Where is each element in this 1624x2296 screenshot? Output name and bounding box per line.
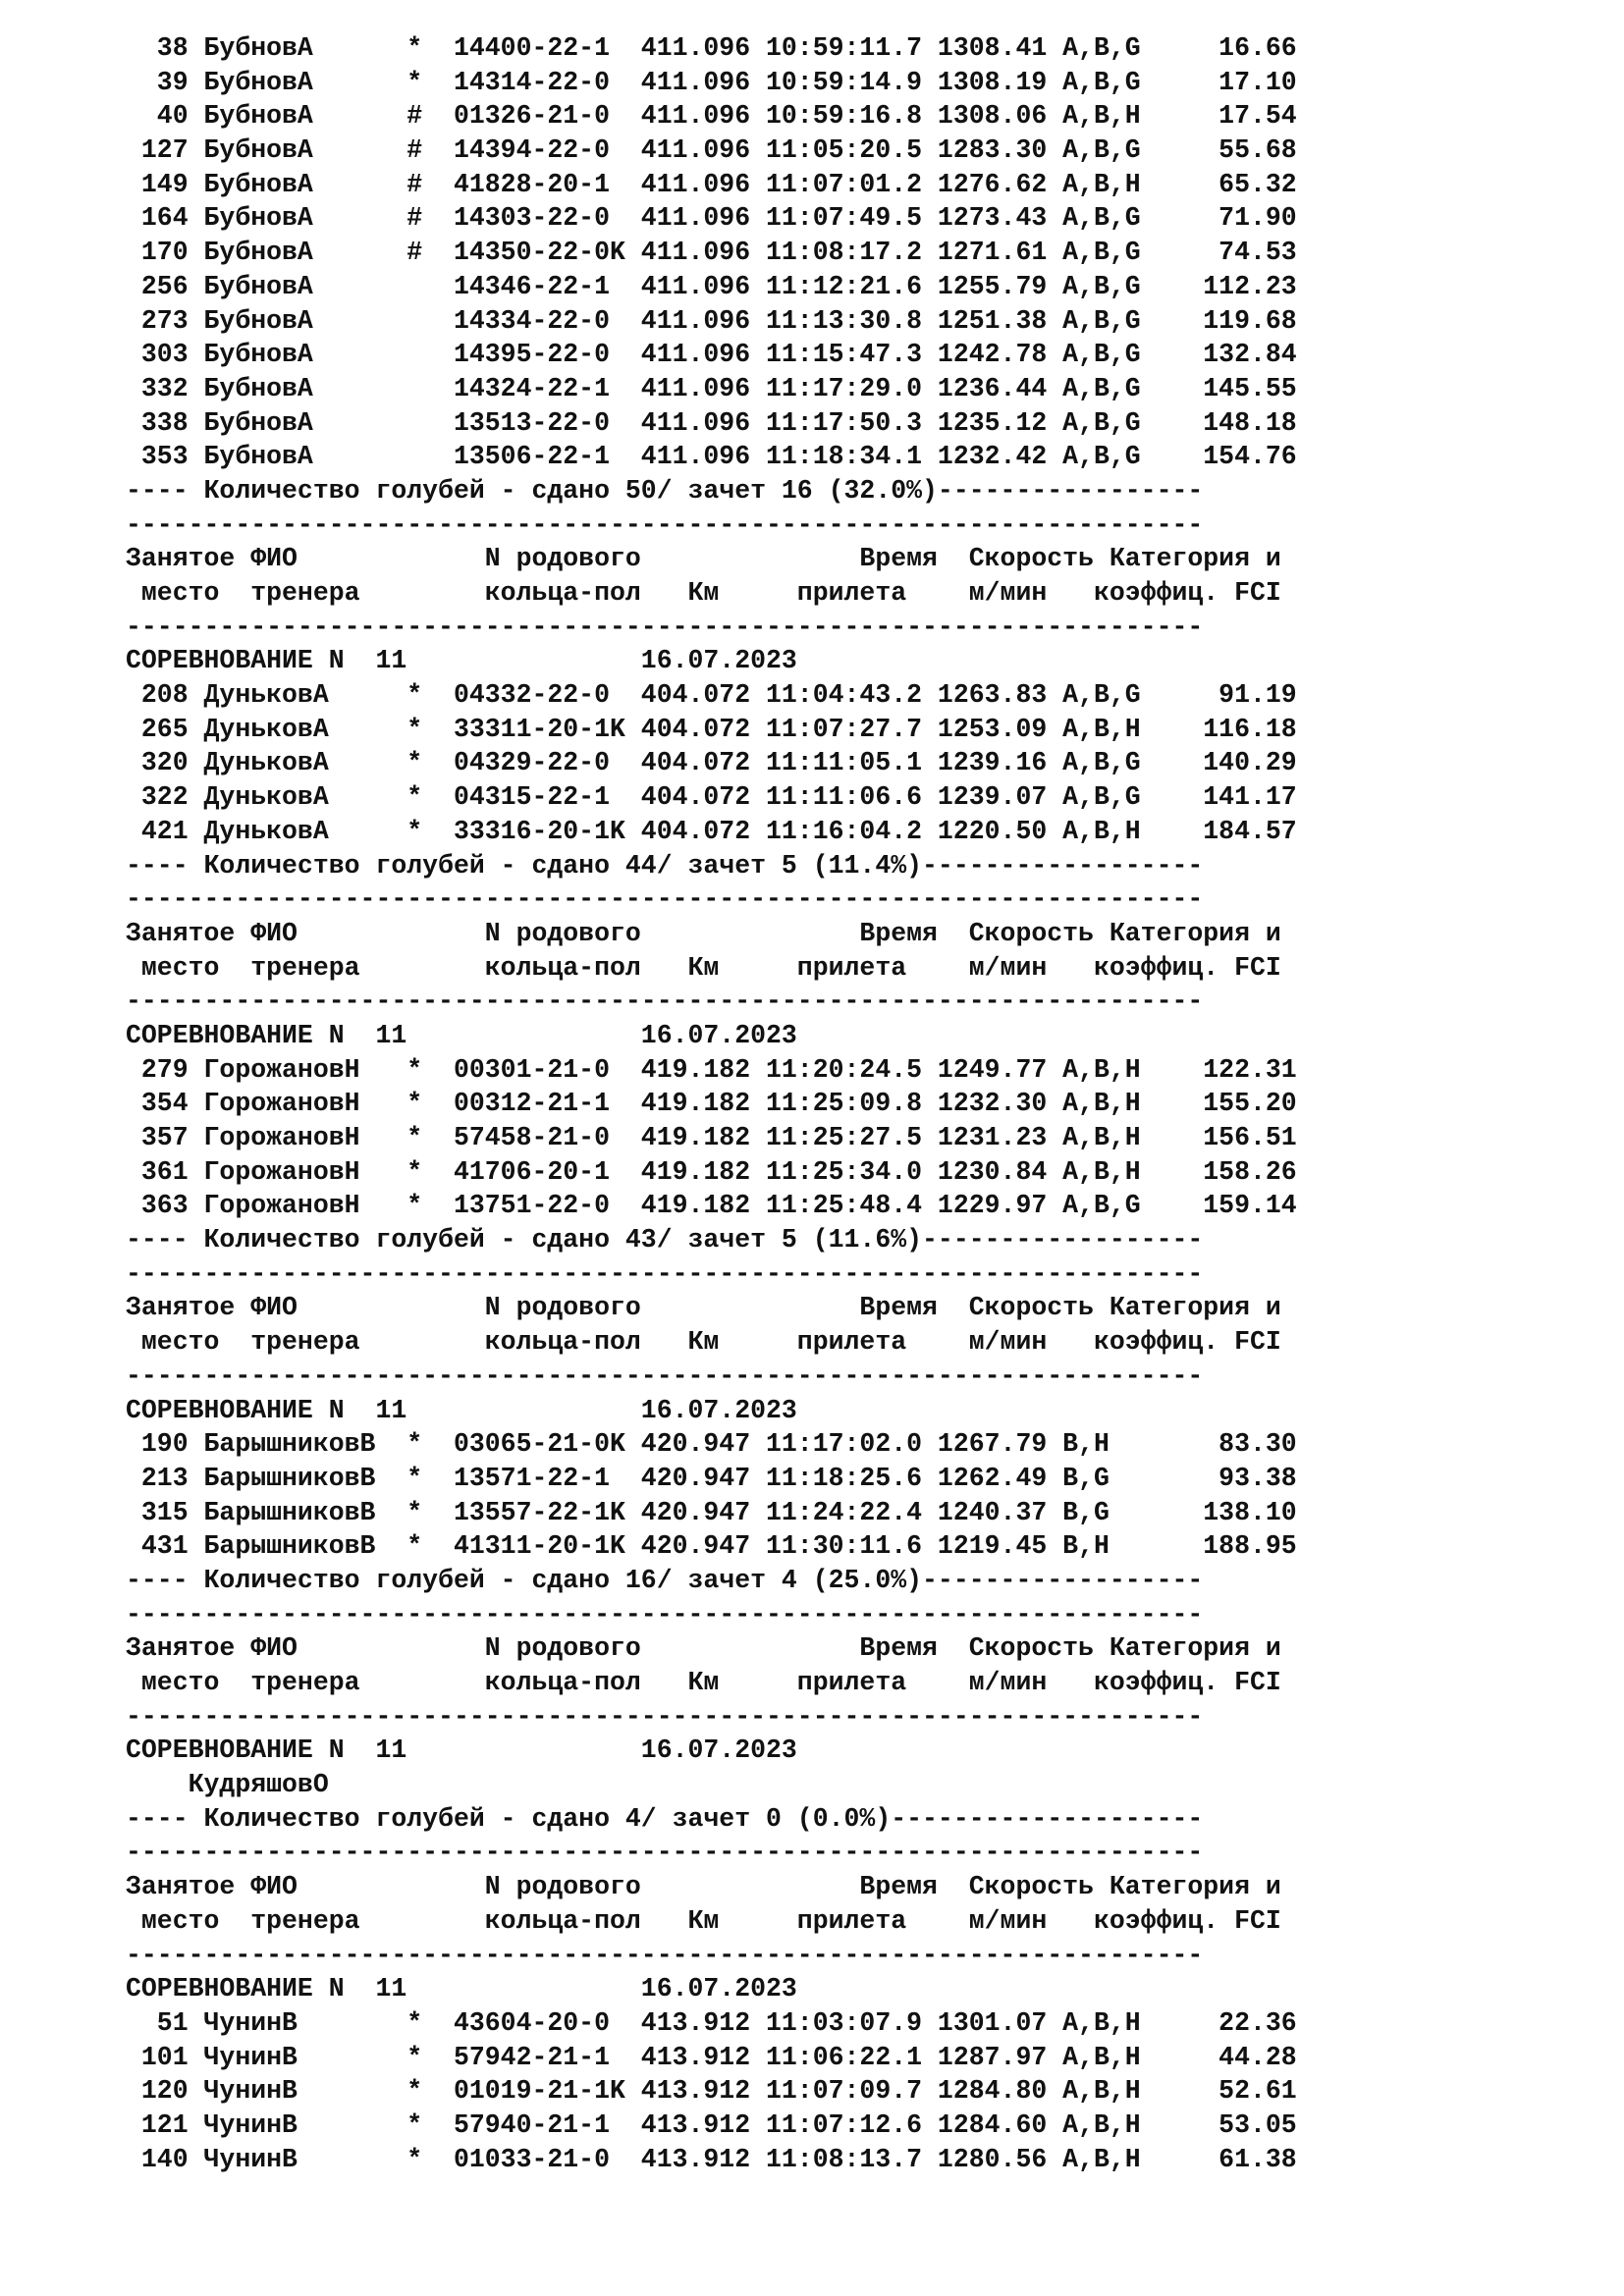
column-header-line-2: место тренера кольца-пол Км прилета м/мин коэффиц. FCI <box>126 952 1281 983</box>
summary-line: ---- Количество голубей - сдано 43/ зачет 5 (11.6%)------------------ <box>126 1225 1204 1255</box>
divider-line: --------------------------------------------------------------------- <box>126 1258 1204 1289</box>
column-header-line-2: место тренера кольца-пол Км прилета м/мин коэффиц. FCI <box>126 1905 1281 1936</box>
result-row: 213 БарышниковВ * 13571-22-1 420.947 11:18:25.6 1262.49 B,G 93.38 <box>126 1463 1297 1493</box>
result-row: 190 БарышниковВ * 03065-21-0K 420.947 11:17:02.0 1267.79 B,H 83.30 <box>126 1429 1297 1460</box>
result-row: 140 ЧунинВ * 01033-21-0 413.912 11:08:13.7 1280.56 A,B,H 61.38 <box>126 2144 1297 2174</box>
divider-line: --------------------------------------------------------------------- <box>126 509 1204 540</box>
result-row: 101 ЧунинВ * 57942-21-1 413.912 11:06:22.1 1287.97 A,B,H 44.28 <box>126 2042 1297 2072</box>
result-row: 127 БубновА # 14394-22-0 411.096 11:05:20.5 1283.30 A,B,G 55.68 <box>126 135 1297 166</box>
column-header-line-1: Занятое ФИО N родового Время Скорость Категория и <box>126 1633 1281 1664</box>
column-header-line-2: место тренера кольца-пол Км прилета м/мин коэффиц. FCI <box>126 1668 1281 1697</box>
column-header-line-2: место тренера кольца-пол Км прилета м/мин коэффиц. FCI <box>126 1327 1281 1358</box>
result-row: 320 ДуньковА * 04329-22-0 404.072 11:11:05.1 1239.16 A,B,G 140.29 <box>126 748 1297 778</box>
divider-line: --------------------------------------------------------------------- <box>126 1701 1204 1732</box>
result-row: 315 БарышниковВ * 13557-22-1K 420.947 11:24:22.4 1240.37 B,G 138.10 <box>126 1497 1297 1527</box>
result-row: 431 БарышниковВ * 41311-20-1K 420.947 11:30:11.6 1219.45 B,H 188.95 <box>126 1531 1297 1562</box>
result-row: 338 БубновА 13513-22-0 411.096 11:17:50.3 1235.12 A,B,G 148.18 <box>126 407 1297 438</box>
competition-line: СОРЕВНОВАНИЕ N 11 16.07.2023 <box>126 1735 797 1766</box>
divider-line: --------------------------------------------------------------------- <box>126 987 1204 1017</box>
column-header-line-1: Занятое ФИО N родового Время Скорость Категория и <box>126 544 1281 574</box>
summary-line: ---- Количество голубей - сдано 16/ зачет 4 (25.0%)------------------ <box>126 1565 1204 1595</box>
competition-line: СОРЕВНОВАНИЕ N 11 16.07.2023 <box>126 1974 797 2004</box>
divider-line: --------------------------------------------------------------------- <box>126 884 1204 915</box>
result-row: 361 ГорожановН * 41706-20-1 419.182 11:25:34.0 1230.84 A,B,H 158.26 <box>126 1156 1297 1187</box>
column-header-line-2: место тренера кольца-пол Км прилета м/мин коэффиц. FCI <box>126 578 1281 608</box>
result-row: 121 ЧунинВ * 57940-21-1 413.912 11:07:12.6 1284.60 A,B,H 53.05 <box>126 2109 1297 2140</box>
result-row: 164 БубновА # 14303-22-0 411.096 11:07:49.5 1273.43 A,B,G 71.90 <box>126 203 1297 234</box>
result-row: 208 ДуньковА * 04332-22-0 404.072 11:04:43.2 1263.83 A,B,G 91.19 <box>126 680 1297 711</box>
result-row: 40 БубновА # 01326-21-0 411.096 10:59:16.8 1308.06 A,B,H 17.54 <box>126 101 1297 132</box>
result-row: 51 ЧунинВ * 43604-20-0 413.912 11:03:07.9 1301.07 A,B,H 22.36 <box>126 2007 1297 2038</box>
trainer-name-line: КудряшовО <box>126 1770 329 1800</box>
result-row: 170 БубновА # 14350-22-0K 411.096 11:08:17.2 1271.61 A,B,G 74.53 <box>126 238 1297 268</box>
result-row: 357 ГорожановН * 57458-21-0 419.182 11:25:27.5 1231.23 A,B,H 156.51 <box>126 1123 1297 1152</box>
competition-line: СОРЕВНОВАНИЕ N 11 16.07.2023 <box>126 1020 797 1050</box>
race-results-document <box>126 31 1598 2176</box>
result-row: 120 ЧунинВ * 01019-21-1K 413.912 11:07:09.7 1284.80 A,B,H 52.61 <box>126 2076 1297 2107</box>
result-row: 256 БубновА 14346-22-1 411.096 11:12:21.6 1255.79 A,B,G 112.23 <box>126 271 1297 301</box>
column-header-line-1: Занятое ФИО N родового Время Скорость Категория и <box>126 1872 1281 1902</box>
result-row: 279 ГорожановН * 00301-21-0 419.182 11:20:24.5 1249.77 A,B,H 122.31 <box>126 1054 1297 1085</box>
summary-line: ---- Количество голубей - сдано 50/ зачет 16 (32.0%)----------------- <box>126 475 1204 506</box>
result-row: 38 БубновА * 14400-22-1 411.096 10:59:11.7 1308.41 A,B,G 16.66 <box>126 33 1297 63</box>
column-header-line-1: Занятое ФИО N родового Время Скорость Категория и <box>126 918 1281 948</box>
divider-line: --------------------------------------------------------------------- <box>126 1940 1204 1970</box>
result-row: 322 ДуньковА * 04315-22-1 404.072 11:11:06.6 1239.07 A,B,G 141.17 <box>126 782 1297 813</box>
column-header-line-1: Занятое ФИО N родового Время Скорость Категория и <box>126 1293 1281 1323</box>
result-row: 332 БубновА 14324-22-1 411.096 11:17:29.0 1236.44 A,B,G 145.55 <box>126 373 1297 403</box>
result-row: 421 ДуньковА * 33316-20-1K 404.072 11:16:04.2 1220.50 A,B,H 184.57 <box>126 816 1297 846</box>
divider-line: --------------------------------------------------------------------- <box>126 1599 1204 1629</box>
divider-line: --------------------------------------------------------------------- <box>126 1361 1204 1391</box>
result-row: 39 БубновА * 14314-22-0 411.096 10:59:14.9 1308.19 A,B,G 17.10 <box>126 67 1297 97</box>
result-row: 363 ГорожановН * 13751-22-0 419.182 11:25:48.4 1229.97 A,B,G 159.14 <box>126 1191 1297 1221</box>
result-row: 303 БубновА 14395-22-0 411.096 11:15:47.3 1242.78 A,B,G 132.84 <box>126 340 1297 370</box>
summary-line: ---- Количество голубей - сдано 4/ зачет 0 (0.0%)-------------------- <box>126 1803 1204 1834</box>
competition-line: СОРЕВНОВАНИЕ N 11 16.07.2023 <box>126 1395 797 1425</box>
result-row: 273 БубновА 14334-22-0 411.096 11:13:30.8 1251.38 A,B,G 119.68 <box>126 305 1297 336</box>
result-row: 353 БубновА 13506-22-1 411.096 11:18:34.1 1232.42 A,B,G 154.76 <box>126 442 1297 472</box>
result-row: 149 БубновА # 41828-20-1 411.096 11:07:01.2 1276.62 A,B,H 65.32 <box>126 169 1297 199</box>
competition-line: СОРЕВНОВАНИЕ N 11 16.07.2023 <box>126 646 797 676</box>
divider-line: --------------------------------------------------------------------- <box>126 1838 1204 1868</box>
result-row: 354 ГорожановН * 00312-21-1 419.182 11:25:09.8 1232.30 A,B,H 155.20 <box>126 1089 1297 1119</box>
summary-line: ---- Количество голубей - сдано 44/ зачет 5 (11.4%)------------------ <box>126 850 1204 881</box>
divider-line: --------------------------------------------------------------------- <box>126 612 1204 642</box>
result-row: 265 ДуньковА * 33311-20-1K 404.072 11:07:27.7 1253.09 A,B,H 116.18 <box>126 714 1297 744</box>
